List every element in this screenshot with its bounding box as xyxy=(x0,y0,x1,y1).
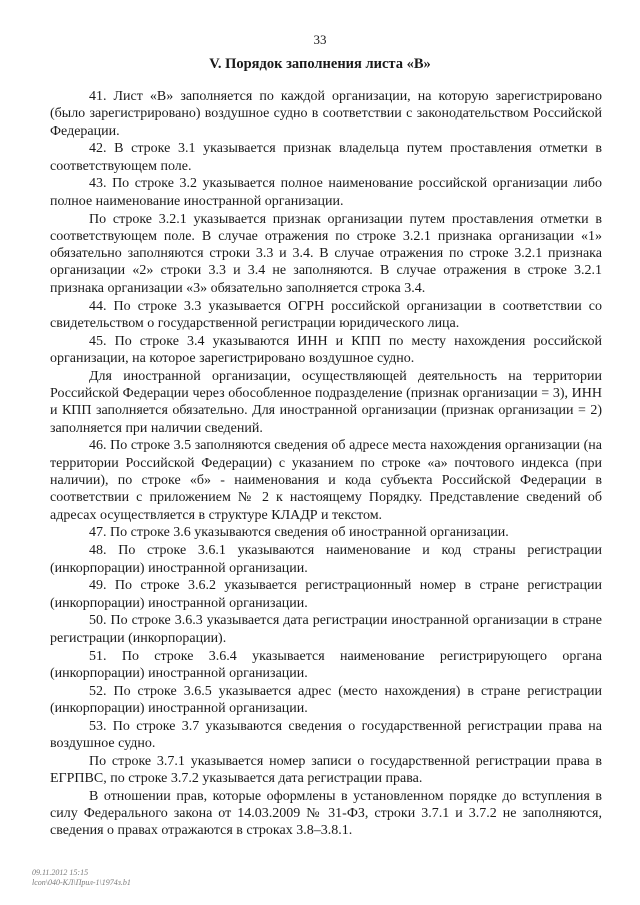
paragraph-53: 53. По строке 3.7 указываются сведения о государственной регистрации права на воздушное судно. xyxy=(50,718,602,751)
paragraph-51: 51. По строке 3.6.4 указывается наименование регистрирующего органа (инкорпорации) иностранной организации. xyxy=(50,648,602,681)
file-footer xyxy=(32,868,131,888)
paragraph-50: 50. По строке 3.6.3 указывается дата регистрации иностранной организации в стране регистрации (инкорпорации). xyxy=(50,613,602,646)
paragraph-48: 48. По строке 3.6.1 указываются наименование и код страны регистрации (инкорпорации) иностранной организации. xyxy=(50,543,602,576)
paragraph-42: 42. В строке 3.1 указывается признак владельца путем проставления отметки в соответствующем поле. xyxy=(50,141,602,174)
paragraph-47: 47. По строке 3.6 указываются сведения об иностранной организации. xyxy=(89,525,509,541)
paragraph-53-continued: По строке 3.7.1 указывается номер записи о государственной регистрации права в ЕГРПВС, по строке 3.7.2 указывается дата регистрации права. xyxy=(50,753,602,787)
paragraph-46: 46. По строке 3.5 заполняются сведения об адресе места нахождения организации (на территории Российской Федерации) с указанием по строке «а» почтового индекса (при наличии), по строке «б» - наименования и кода субъекта Российской Федерации в соответствии с приложением № 2 к настоящему Порядку. Представление сведений об адресах осуществляется в структуре КЛАДР и текстом. xyxy=(50,438,602,523)
paragraph-43-continued: По строке 3.2.1 указывается признак организации путем проставления отметки в соответствующем поле. В случае отражения по строке 3.2.1 признака организации «1» обязательно заполняются строки 3.3 и 3.4. В случае отражения по строке 3.2.1 признака организации «2» строки 3.3 и 3.4 не заполняются. В случае отражения в строке 3.2.1 признака организации «3» обязательно заполняется строка 3.4. xyxy=(50,211,602,296)
paragraph-44: 44. По строке 3.3 указывается ОГРН российской организации в соответствии со свидетельством о государственной регистрации юридического лица. xyxy=(50,298,602,331)
section-title: V. Порядок заполнения листа «В» xyxy=(209,56,431,72)
paragraph-45: 45. По строке 3.4 указываются ИНН и КПП по месту нахождения российской организации, на которое зарегистрировано воздушное судно. xyxy=(50,333,602,366)
paragraph-45-continued: Для иностранной организации, осуществляющей деятельность на территории Российской Федерации через обособленное подразделение (признак организации = 3), ИНН и КПП заполняется обязательно. Для иностранной организации (признак организации = 2) заполняется при наличии сведений. xyxy=(50,368,602,436)
paragraph-52: 52. По строке 3.6.5 указывается адрес (место нахождения) в стране регистрации (инкорпорации) иностранной организации. xyxy=(50,683,602,716)
paragraph-41: 41. Лист «В» заполняется по каждой организации, на которую зарегистрировано (было зарегистрировано) воздушное судно в соответствии с законодательством Российской Федерации. xyxy=(50,89,602,139)
footer-timestamp: 09.11.2012 15:15 xyxy=(32,868,89,877)
page-number: 33 xyxy=(313,32,327,47)
footer-file-path: lcon\040-КЛ\Прил-1\1974з.b1 xyxy=(32,878,131,887)
paragraph-49: 49. По строке 3.6.2 указывается регистрационный номер в стране регистрации (инкорпорации) иностранной организации. xyxy=(50,578,602,611)
paragraph-53-final: В отношении прав, которые оформлены в установленном порядке до вступления в силу Федерального закона от 14.03.2009 № 31-ФЗ, строки 3.7.1 и 3.7.2 не заполняются, сведения о правах отражаются в строках 3.8–3.8.1. xyxy=(50,788,602,839)
document-body xyxy=(50,88,602,840)
paragraph-43: 43. По строке 3.2 указывается полное наименование российской организации либо полное наименование иностранной организации. xyxy=(50,176,602,209)
